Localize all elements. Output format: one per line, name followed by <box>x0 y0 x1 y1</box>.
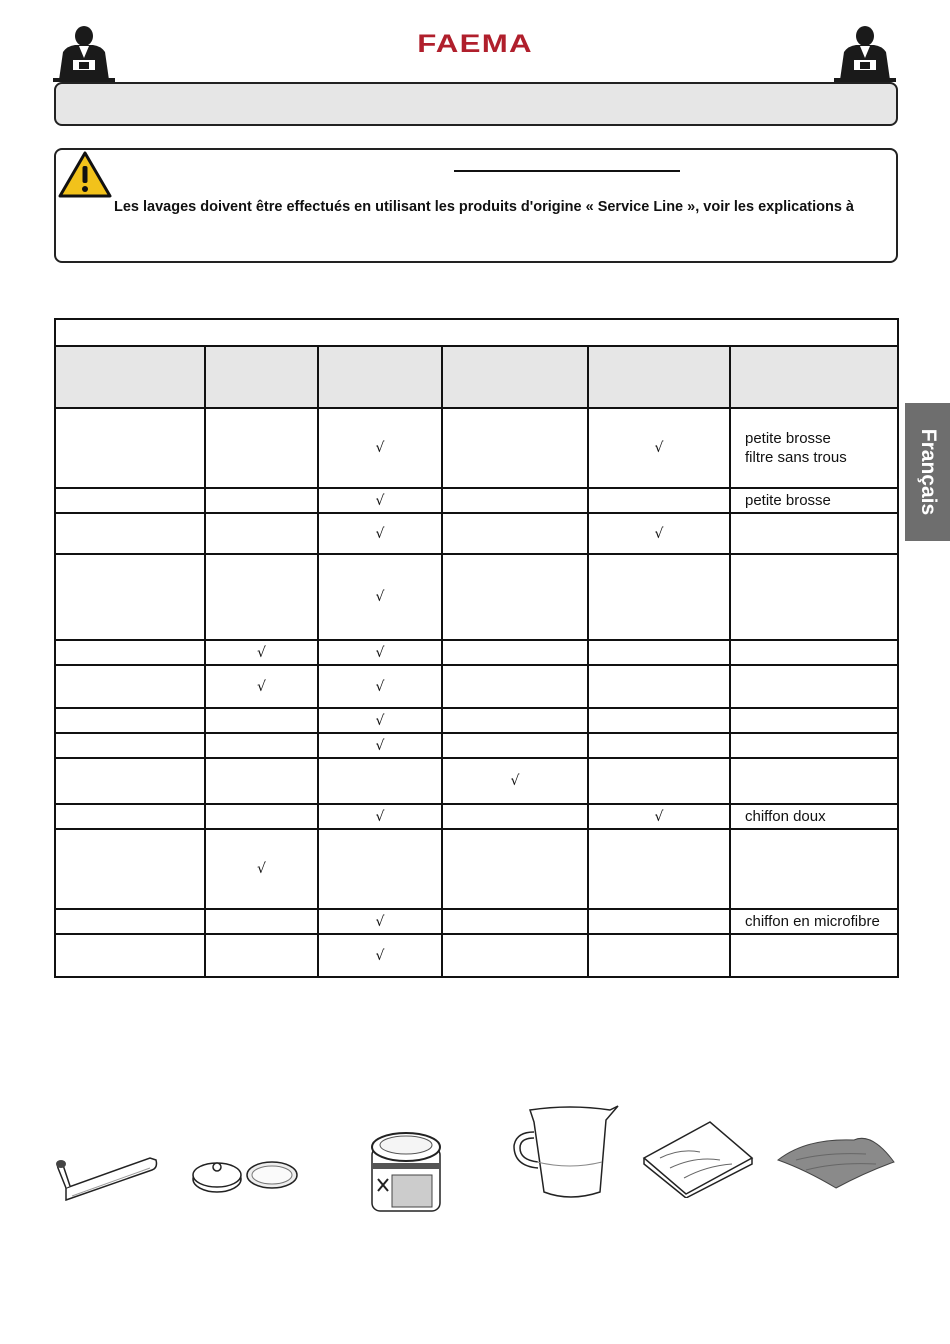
check-cell <box>588 513 730 554</box>
detergent-jar-icon <box>368 1125 444 1217</box>
check-mark: √ <box>257 644 266 661</box>
row-label-cell <box>55 708 205 733</box>
check-cell <box>442 513 588 554</box>
check-mark: √ <box>375 678 385 695</box>
accessory-note-cell <box>730 733 898 758</box>
language-tab-label: Français <box>916 428 940 516</box>
table-row <box>55 733 898 758</box>
table-header-row <box>55 346 898 408</box>
check-cell <box>205 829 318 909</box>
warning-text: Les lavages doivent être effectués en utilisant les produits d'origine « Service Line », voir les explications à <box>114 199 854 215</box>
check-cell <box>588 934 730 977</box>
check-mark: √ <box>375 737 385 754</box>
table-row <box>55 554 898 640</box>
check-cell <box>588 665 730 708</box>
row-label-cell <box>55 554 205 640</box>
row-label-cell <box>55 909 205 934</box>
check-cell <box>442 665 588 708</box>
check-cell <box>442 733 588 758</box>
check-cell <box>318 408 442 488</box>
accessory-note-cell <box>730 804 898 829</box>
row-label-cell <box>55 758 205 804</box>
accessory-note: petite brosse <box>745 430 831 447</box>
check-cell <box>442 708 588 733</box>
accessory-note-cell <box>730 708 898 733</box>
check-cell <box>318 804 442 829</box>
accessory-note-cell <box>730 640 898 665</box>
check-cell <box>318 665 442 708</box>
row-label-cell <box>55 934 205 977</box>
accessory-note-cell <box>730 513 898 554</box>
check-cell <box>588 733 730 758</box>
check-cell <box>318 554 442 640</box>
check-mark: √ <box>375 644 385 661</box>
check-cell <box>205 733 318 758</box>
check-cell <box>588 640 730 665</box>
check-cell <box>588 488 730 513</box>
accessory-note-cell <box>730 665 898 708</box>
check-mark: √ <box>375 440 385 456</box>
cleaning-cloth-icon <box>776 1130 896 1192</box>
check-cell <box>318 733 442 758</box>
table-row <box>55 665 898 708</box>
check-cell <box>588 708 730 733</box>
check-cell <box>442 909 588 934</box>
check-cell <box>442 640 588 665</box>
check-mark: √ <box>375 492 385 509</box>
table-row <box>55 708 898 733</box>
check-cell <box>318 934 442 977</box>
check-mark: √ <box>257 678 266 695</box>
row-label-cell <box>55 804 205 829</box>
brand-logo: FAEMA <box>417 30 533 58</box>
check-cell <box>205 665 318 708</box>
table-row <box>55 909 898 934</box>
accessory-note-cell <box>730 408 898 488</box>
accessory-note-cell <box>730 758 898 804</box>
check-cell <box>442 829 588 909</box>
check-mark: √ <box>375 808 385 825</box>
accessory-note-cell <box>730 554 898 640</box>
table-row <box>55 934 898 977</box>
table-row <box>55 758 898 804</box>
check-cell <box>318 488 442 513</box>
check-cell <box>588 554 730 640</box>
check-cell <box>318 829 442 909</box>
row-label-cell <box>55 408 205 488</box>
check-mark: √ <box>257 861 266 877</box>
check-cell <box>205 640 318 665</box>
check-mark: √ <box>375 947 385 964</box>
table-row <box>55 488 898 513</box>
barista-icon <box>834 24 896 82</box>
check-cell <box>442 934 588 977</box>
table-top-row <box>55 319 898 346</box>
check-cell <box>588 909 730 934</box>
check-mark: √ <box>375 913 385 930</box>
table-row <box>55 513 898 554</box>
check-cell <box>442 554 588 640</box>
check-mark: √ <box>654 525 664 542</box>
check-mark: √ <box>654 808 664 825</box>
check-cell <box>205 513 318 554</box>
check-cell <box>205 488 318 513</box>
check-mark: √ <box>375 589 385 605</box>
check-cell <box>205 804 318 829</box>
language-tab[interactable] <box>905 403 950 541</box>
row-label-cell <box>55 640 205 665</box>
check-mark: √ <box>510 773 520 789</box>
brush-tool-icon <box>52 1150 160 1212</box>
maintenance-table <box>54 318 899 978</box>
check-cell <box>205 934 318 977</box>
table-row <box>55 640 898 665</box>
accessory-note: chiffon doux <box>745 808 826 825</box>
check-cell <box>205 708 318 733</box>
check-cell <box>588 829 730 909</box>
check-cell <box>318 513 442 554</box>
check-cell <box>588 804 730 829</box>
accessory-note-cell <box>730 829 898 909</box>
accessory-note-cell <box>730 488 898 513</box>
row-label-cell <box>55 733 205 758</box>
row-label-cell <box>55 513 205 554</box>
check-cell <box>442 804 588 829</box>
check-cell <box>318 708 442 733</box>
row-label-cell <box>55 665 205 708</box>
check-cell <box>588 408 730 488</box>
blind-filter-icon <box>190 1155 302 1197</box>
accessory-note: filtre sans trous <box>745 449 847 466</box>
table-row <box>55 804 898 829</box>
row-label-cell <box>55 488 205 513</box>
section-title-bar <box>54 82 898 126</box>
table-row <box>55 408 898 488</box>
warning-box <box>54 148 898 263</box>
warning-heading-rule <box>454 170 680 172</box>
check-cell <box>442 488 588 513</box>
check-mark: √ <box>375 712 385 729</box>
check-cell <box>318 758 442 804</box>
check-cell <box>442 408 588 488</box>
accessory-note-cell <box>730 934 898 977</box>
check-cell <box>205 758 318 804</box>
microfiber-cloth-pack-icon <box>640 1118 756 1198</box>
check-cell <box>442 758 588 804</box>
check-cell <box>588 758 730 804</box>
check-cell <box>205 554 318 640</box>
check-cell <box>205 909 318 934</box>
accessory-note: petite brosse <box>745 492 831 509</box>
warning-triangle-icon <box>57 150 113 200</box>
check-mark: √ <box>654 440 664 456</box>
measuring-jug-icon <box>510 1102 622 1204</box>
accessory-note: chiffon en microfibre <box>745 913 880 930</box>
check-cell <box>318 909 442 934</box>
check-cell <box>205 408 318 488</box>
check-mark: √ <box>375 525 385 542</box>
check-cell <box>318 640 442 665</box>
row-label-cell <box>55 829 205 909</box>
table-row <box>55 829 898 909</box>
accessory-note-cell <box>730 909 898 934</box>
